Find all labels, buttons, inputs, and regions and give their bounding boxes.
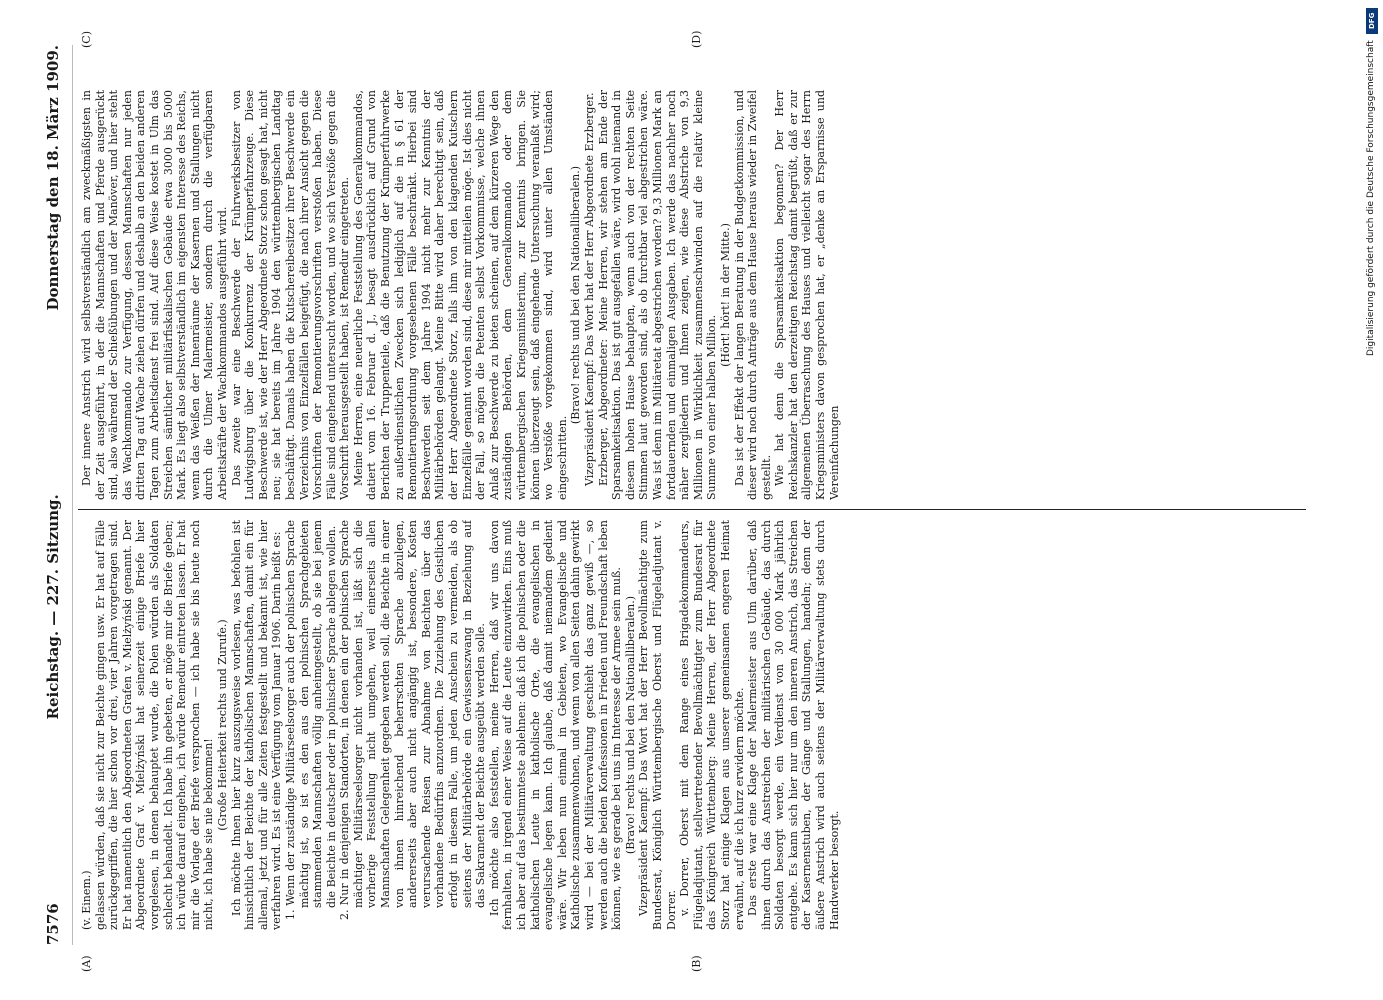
digitization-credit: Digitalisierung gefördert durch die Deutsche Forschungsgemeinschaft — [1366, 40, 1376, 356]
interjection: (Bravo! rechts und bei den Nationalliberalen.) — [623, 595, 637, 855]
paragraph: Das zweite war eine Beschwerde der Fuhrwerksbesitzer von Ludwigsburg über die Konkurrenz der Krümperfahrzeuge. Diese Beschwerde ist, wie der Herr Abgeordnete Storz schon gesagt hat, nicht neu; sie hat bereits im Jahre 1904 den württembergischen Landtag beschäftigt. Damals haben die Kutschereibesitzer ihrer Beschwerde ein Verzeichnis von Einzelfällen beigefügt, die nach ihrer Ansicht gegen die Vorschriften der Remontierungsvorschriften verstoßen haben. Diese Fälle sind eingehend untersucht worden, und wo sich Verstöße gegen die Vorschrift herausgestellt haben, ist Remedur eingetreten. — [229, 90, 352, 500]
margin-mark-b: (B) — [690, 955, 703, 972]
paragraph: Wie hat denn die Sparsamkeitsaktion begonnen? Der Herr Reichskanzler hat den derzeitigen Reichstag damit begrüßt, daß er zur allgemeinen Überraschung des Hauses und vielleicht sogar des Herrn Kriegsministers davon gesprochen hat, er „denke an Ersparnisse und Vereinfachungen — [773, 90, 841, 500]
paragraph: v. Dorrer, Oberst mit dem Range eines Brigadekommandeurs, Flügeladjutant, stellvertretender Bevollmächtigter zum Bundesrat für das Königreich Württemberg: Meine Herren, der Herr Abgeordnete Storz hat einige Klagen aus unserer gemeinsamen engeren Heimat erwähnt, auf die ich kurz erwidern möchte. — [678, 520, 746, 930]
left-column — [80, 520, 1308, 930]
margin-mark-c: (C) — [80, 31, 93, 48]
interjection: (Bravo! rechts und bei den Nationalliberalen.) — [569, 165, 583, 425]
paragraph: Ich möchte Ihnen hier kurz auszugsweise vorlesen, was befohlen ist hinsichtlich der Beichte der katholischen Mannschaften, damit ein für allemal, jetzt und für alle Zeiten festgestellt und bekannt ist, wie hier verfahren wird. Es ist eine Verfügung vom Januar 1906. Darin heißt es: — [229, 520, 284, 930]
header-rule — [72, 45, 73, 945]
paragraph: Das erste war eine Klage der Malermeister aus Ulm darüber, daß ihnen durch das Anstreichen der militärischen Gebäude, das durch Soldaten besorgt werde, ein Verdienst von 30 000 Mark jährlich entgehe. Es kann sich hier nur um den inneren Anstrich, das Streichen der Kasernenstuben, der Gänge und Stallungen, handeln; denn der äußere Anstrich wird auch seitens der Militärverwaltung stets durch Handwerker besorgt. — [746, 520, 841, 930]
margin-mark-d: (D) — [690, 30, 703, 48]
paragraph: gelassen würden, daß sie nicht zur Beichte gingen usw. Er hat auf Fälle zurückgegriffen, die hier schon vor drei, vier Jahren vorgetragen sind. Er hat namentlich den Abgeordneten Grafen v. Mielżyński genannt. Der Abgeordnete Graf v. Mielżyński hat seinerzeit einige Briefe hier vorgelesen, in denen behauptet wurde, die Polen würden als Soldaten schlecht behandelt. Ich habe ihn gebeten, er möge mir die Briefe geben; ich würde darauf eingehen, ich würde Remedur eintreten lassen. Er hat mir die Vorlage der Briefe versprochen — ich habe sie bis heute noch nicht, ich habe sie nie bekommen! — [93, 520, 216, 930]
list-item: 2. Nur in denjenigen Standorten, in denen ein der polnischen Sprache mächtiger Militärseelsorger nicht vorhanden ist, läßt sich die vorherige Feststellung nicht umgehen, weil einerseits allen Mannschaften Gelegenheit gegeben werden soll, die Beichte in einer von ihnen hinreichend beherrschten Sprache abzulegen, andererseits aber auch nicht angängig ist, besondere, Kosten verursachende Reisen zur Abnahme von Beichten über das vorhandene Bedürfnis anzuordnen. Die Zuziehung des Geistlichen erfolgt in diesem Falle, um jeden Anschein zu vermeiden, als ob seitens der Militärbehörde ein Gewissenszwang in Beziehung auf das Sakrament der Beichte ausgeübt werden solle. — [338, 520, 488, 920]
paragraph: Meine Herren, eine neuerliche Feststellung des Generalkommandos, datiert vom 16. Februar d. J., besagt ausdrücklich auf Grund von Berichten der Truppenteile, daß die Benutzung der Krümperfuhrwerke zu außerdienstlichen Zwecken sich lediglich auf die in § 61 der Remontierungsordnung vorgesehenen Fälle beschränkt. Hierbei sind Beschwerden seit dem Jahre 1904 nicht mehr zur Kenntnis der Militärbehörden gelangt. Meine Bitte wird daher berechtigt sein, daß der Herr Abgeordnete Storz, falls ihm von den klagenden Kutschern Einzelfälle genannt worden sind, diese mir mitteilen möge. Ist dies nicht der Fall, so mögen die Petenten selbst Vorkommnisse, welche ihnen Anlaß zur Beschwerde zu bieten scheinen, auf dem kürzeren Wege den zuständigen Behörden, dem Generalkommando oder dem württembergischen Kriegsministerium, zur Kenntnis bringen. Sie können überzeugt sein, daß eingehende Untersuchung veranlaßt wird; wo Verstöße vorgekommen sind, wird unter allen Umständen eingeschritten. — [351, 90, 569, 500]
paragraph: Ich möchte also feststellen, meine Herren, daß wir uns davon fernhalten, in irgend einer Weise auf die Leute einzuwirken. Eins muß ich aber auf das bestimmteste ablehnen: daß ich die polnischen oder die katholischen Leute in katholische Orte, die evangelischen in evangelische legen kann. Ich glaube, daß damit niemandem gedient wäre. Wir leben nun einmal in Gebieten, wo Evangelische und Katholische zusammenwohnen, und wenn von allen Seiten dahin gewirkt wird — bei der Militärverwaltung geschieht das ganz gewiß —, so werden auch die beiden Konfessionen in Frieden und Freundschaft leben können, wie es gerade bei uns im Interesse der Armee sein muß. — [487, 520, 624, 930]
paragraph: Vizepräsident Kaempf: Das Wort hat der Herr Abgeordnete Erzberger. — [582, 92, 596, 486]
session-date: Donnerstag den 18. März 1909. — [44, 45, 62, 311]
paragraph: Erzberger, Abgeordneter: Meine Herren, wir stehen am Ende der Sparsamkeitsaktion. Das ist gut ausgefallen wäre, wird wohl niemand in diesem hohen Hause behaupten, wenn auch von der rechten Seite Stimmen laut geworden sind, als ob furchtbar viel abgestrichen wäre. Was ist denn im Militäretat abgestrichen worden? 9,3 Millionen Mark an fortdauernden und einmaligen Ausgaben. Ich werde das nachher noch näher zergliedern und Ihnen zeigen, wie diese Abstriche von 9,3 Millionen in Wirklichkeit zusammenschwinden auf die relativ kleine Summe von einer halben Million. — [596, 90, 719, 500]
paragraph: Vizepräsident Kaempf: Das Wort hat der Herr Bevollmächtigte zum Bundesrat, Königlich Württembergische Oberst und Flügeladjutant v. Dorrer. — [637, 520, 678, 930]
paragraph: Der innere Anstrich wird selbstverständlich am zweckmäßigsten in der Zeit ausgeführt, in der die Mannschaften und Pferde ausgerückt sind, also während der Schießübungen und der Manöver, und hier steht das Wachkommando zur Verfügung, dessen Mannschaften nur jeden dritten Tag auf Wache ziehen dürfen und deshalb an den beiden anderen Tagen zum Arbeitsdienst frei sind. Auf diese Weise kostet in Ulm das Streichen sämtlicher militärfiskalischen Gebäude etwa 3000 bis 5000 Mark. Es liegt also selbstverständlich im eigensten Interesse des Reichs, wenn das Weißen der Innenräume der Kasernen und Stallungen nicht durch die Ulmer Malermeister, sondern durch die verfügbaren Arbeitskräfte der Wachkommandos ausgeführt wird. — [80, 90, 229, 500]
speaker-tag: (v. Einem.) — [80, 870, 93, 930]
right-column — [80, 90, 1308, 500]
page-number: 7576 — [44, 903, 62, 945]
interjection: (Große Heiterkeit rechts und Zurufe.) — [215, 619, 229, 831]
page-header — [40, 45, 66, 945]
session-title: Reichstag. — 227. Sitzung. — [44, 494, 62, 720]
dfg-logo: DFG — [1366, 8, 1378, 34]
list-item: 1. Wenn der zuständige Militärseelsorger auch der polnischen Sprache mächtig ist, so ist es den aus den polnischen Sprachgebieten stammenden Mannschaften völlig anheimgestellt, ob sie bei jenem die Beichte in deutscher oder in polnischer Sprache ablegen wollen. — [283, 520, 338, 920]
column-divider — [78, 509, 1306, 510]
paragraph: Das ist der Effekt der langen Beratung in der Budgetkommission, und dieser wird noch durch Anträge aus dem Hause heraus wieder in Zweifel gestellt. — [732, 90, 773, 500]
margin-mark-a: (A) — [80, 955, 93, 972]
interjection: (Hört! hört! in der Mitte.) — [718, 223, 732, 367]
